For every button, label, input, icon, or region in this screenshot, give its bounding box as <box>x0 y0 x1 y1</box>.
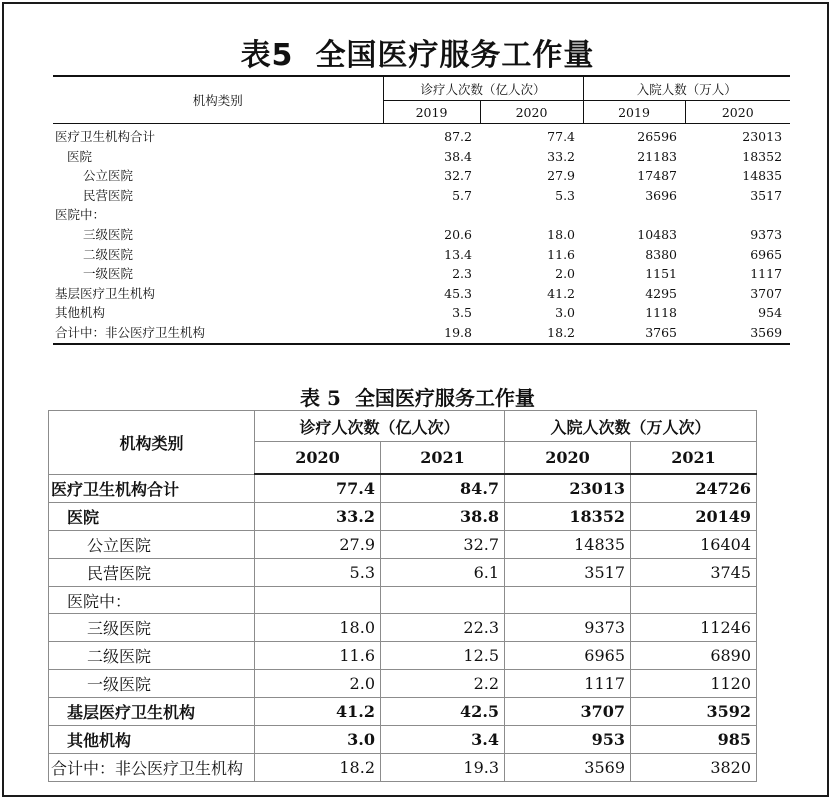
cell-value: 17487 <box>637 168 678 184</box>
cell-value: 23013 <box>742 129 783 144</box>
cell-value: 18352 <box>505 502 631 530</box>
cell-value: 3569 <box>505 753 631 781</box>
cell-value: 3569 <box>685 323 790 344</box>
cell-value <box>685 205 790 225</box>
cell-value <box>583 205 685 225</box>
cell-value: 42.5 <box>381 698 505 726</box>
row-label: 医院中： <box>49 586 255 614</box>
cell-value: 1120 <box>631 670 757 698</box>
top-table-title-text: 全国医疗服务工作量 <box>315 38 595 73</box>
bottom-table-title-text: 全国医疗服务工作量 <box>354 386 535 410</box>
cell-value: 20149 <box>631 502 757 530</box>
cell-value: 2.0 <box>255 670 381 698</box>
cell-value: 11.6 <box>547 246 576 262</box>
top-table-row <box>53 225 790 245</box>
cell-value: 3517 <box>750 187 783 203</box>
bottom-table-row <box>49 726 757 754</box>
row-label: 一级医院 <box>83 266 134 282</box>
bottom-table-row <box>49 502 757 530</box>
bottom-year-header: 2020 <box>505 442 631 475</box>
cell-value: 87.2 <box>444 129 472 144</box>
cell-value: 18352 <box>742 148 783 164</box>
cell-value: 3.4 <box>381 726 505 754</box>
cell-value: 38.4 <box>444 148 472 164</box>
cell-value: 3820 <box>631 753 757 781</box>
cell-value: 3592 <box>631 698 757 726</box>
top-year-header: 2019 <box>383 101 480 124</box>
top-year-header: 2019 <box>583 101 685 124</box>
cell-value: 3707 <box>750 285 783 301</box>
cell-value: 19.8 <box>383 323 480 344</box>
cell-value: 985 <box>631 726 757 754</box>
row-label: 合计中：非公医疗卫生机构 <box>49 753 255 781</box>
row-label: 基层医疗卫生机构 <box>55 285 156 301</box>
row-label: 二级医院 <box>83 246 134 262</box>
top-table-row <box>53 284 790 304</box>
cell-value: 11.6 <box>255 642 381 670</box>
cell-value: 3765 <box>583 323 685 344</box>
cell-value: 954 <box>758 305 783 321</box>
row-label: 医院中： <box>55 207 106 223</box>
cell-value: 953 <box>505 726 631 754</box>
cell-value: 2.3 <box>452 266 472 282</box>
bottom-table-row <box>49 474 757 502</box>
row-label: 医院 <box>49 502 255 530</box>
cell-value: 21183 <box>637 148 678 164</box>
row-label: 三级医院 <box>83 226 134 242</box>
top-table-row <box>53 245 790 265</box>
row-label: 合计中：非公医疗卫生机构 <box>53 323 383 344</box>
cell-value: 3.0 <box>255 726 381 754</box>
bottom-table-title-prefix: 表 5 <box>300 386 341 410</box>
cell-value: 1151 <box>645 266 678 282</box>
top-table-row <box>53 147 790 167</box>
cell-value: 38.8 <box>381 502 505 530</box>
cell-value: 18.2 <box>255 753 381 781</box>
cell-value: 24726 <box>631 474 757 502</box>
bottom-table-row <box>49 698 757 726</box>
cell-value: 1117 <box>750 266 783 282</box>
top-table-row <box>53 264 790 284</box>
cell-value: 18.0 <box>547 226 576 242</box>
top-group-admissions: 入院人数（万人） <box>583 76 790 101</box>
row-label: 医院 <box>67 148 93 164</box>
cell-value: 10483 <box>637 226 678 242</box>
cell-value: 14835 <box>505 530 631 558</box>
cell-value <box>631 586 757 614</box>
row-label: 医疗卫生机构合计 <box>49 474 255 502</box>
row-label: 公立医院 <box>83 168 134 184</box>
bottom-year-header: 2021 <box>631 442 757 475</box>
bottom-row-header: 机构类别 <box>49 411 255 475</box>
cell-value: 18.2 <box>480 323 583 344</box>
bottom-table-row <box>49 586 757 614</box>
cell-value: 20.6 <box>444 226 472 242</box>
row-label: 三级医院 <box>49 614 255 642</box>
top-table-row <box>53 186 790 206</box>
cell-value: 23013 <box>505 474 631 502</box>
bottom-table-row <box>49 670 757 698</box>
row-label: 医疗卫生机构合计 <box>55 129 156 144</box>
cell-value: 3707 <box>505 698 631 726</box>
cell-value: 11246 <box>631 614 757 642</box>
cell-value: 18.0 <box>255 614 381 642</box>
top-table-row <box>53 303 790 323</box>
cell-value: 3.0 <box>555 305 576 321</box>
cell-value: 4295 <box>645 285 678 301</box>
row-label: 一级医院 <box>49 670 255 698</box>
cell-value: 13.4 <box>444 246 472 262</box>
cell-value: 3517 <box>505 558 631 586</box>
cell-value: 6890 <box>631 642 757 670</box>
cell-value: 5.3 <box>255 558 381 586</box>
row-label: 公立医院 <box>49 530 255 558</box>
top-table <box>53 75 790 345</box>
cell-value: 41.2 <box>547 285 576 301</box>
bottom-year-header: 2021 <box>381 442 505 475</box>
bottom-table-title <box>0 382 835 411</box>
row-label: 其他机构 <box>55 305 106 321</box>
cell-value: 27.9 <box>255 530 381 558</box>
bottom-table-row <box>49 558 757 586</box>
cell-value: 6965 <box>505 642 631 670</box>
cell-value: 2.0 <box>555 266 576 282</box>
row-label: 民营医院 <box>83 187 134 203</box>
cell-value: 45.3 <box>444 285 472 301</box>
row-label: 民营医院 <box>49 558 255 586</box>
cell-value: 1117 <box>505 670 631 698</box>
cell-value: 6.1 <box>381 558 505 586</box>
cell-value: 27.9 <box>547 168 576 184</box>
bottom-table-row <box>49 530 757 558</box>
top-table-title <box>0 30 835 74</box>
bottom-table-row <box>49 642 757 670</box>
cell-value: 12.5 <box>381 642 505 670</box>
cell-value: 14835 <box>742 168 783 184</box>
cell-value <box>480 205 583 225</box>
cell-value: 5.7 <box>452 187 472 203</box>
top-year-header: 2020 <box>685 101 790 124</box>
cell-value: 3696 <box>645 187 678 203</box>
cell-value: 33.2 <box>547 148 576 164</box>
top-table-title-prefix: 表5 <box>240 38 294 73</box>
top-table-row <box>53 124 790 147</box>
cell-value: 3745 <box>631 558 757 586</box>
cell-value: 2.2 <box>381 670 505 698</box>
cell-value: 16404 <box>631 530 757 558</box>
cell-value: 32.7 <box>444 168 472 184</box>
cell-value <box>383 205 480 225</box>
bottom-table-row <box>49 753 757 781</box>
cell-value: 19.3 <box>381 753 505 781</box>
cell-value: 77.4 <box>255 474 381 502</box>
bottom-group-visits: 诊疗人次数（亿人次） <box>255 411 505 442</box>
cell-value: 8380 <box>645 246 678 262</box>
row-label: 二级医院 <box>49 642 255 670</box>
cell-value: 1118 <box>645 305 678 321</box>
row-label: 其他机构 <box>49 726 255 754</box>
bottom-year-header: 2020 <box>255 442 381 475</box>
bottom-table-row <box>49 614 757 642</box>
top-table-row <box>53 323 790 344</box>
cell-value <box>381 586 505 614</box>
cell-value: 5.3 <box>555 187 576 203</box>
top-table-row <box>53 205 790 225</box>
cell-value: 22.3 <box>381 614 505 642</box>
row-label: 基层医疗卫生机构 <box>49 698 255 726</box>
bottom-table <box>48 410 757 782</box>
cell-value: 77.4 <box>547 129 576 144</box>
cell-value: 32.7 <box>381 530 505 558</box>
top-group-visits: 诊疗人次数（亿人次） <box>383 76 583 101</box>
cell-value <box>505 586 631 614</box>
cell-value: 33.2 <box>255 502 381 530</box>
top-year-header: 2020 <box>480 101 583 124</box>
top-table-row <box>53 166 790 186</box>
top-row-header: 机构类别 <box>53 76 383 124</box>
cell-value: 26596 <box>637 129 678 144</box>
cell-value: 84.7 <box>381 474 505 502</box>
bottom-group-admissions: 入院人次数（万人次） <box>505 411 757 442</box>
cell-value <box>255 586 381 614</box>
cell-value: 6965 <box>750 246 783 262</box>
cell-value: 3.5 <box>452 305 472 321</box>
cell-value: 41.2 <box>255 698 381 726</box>
cell-value: 9373 <box>750 226 783 242</box>
cell-value: 9373 <box>505 614 631 642</box>
